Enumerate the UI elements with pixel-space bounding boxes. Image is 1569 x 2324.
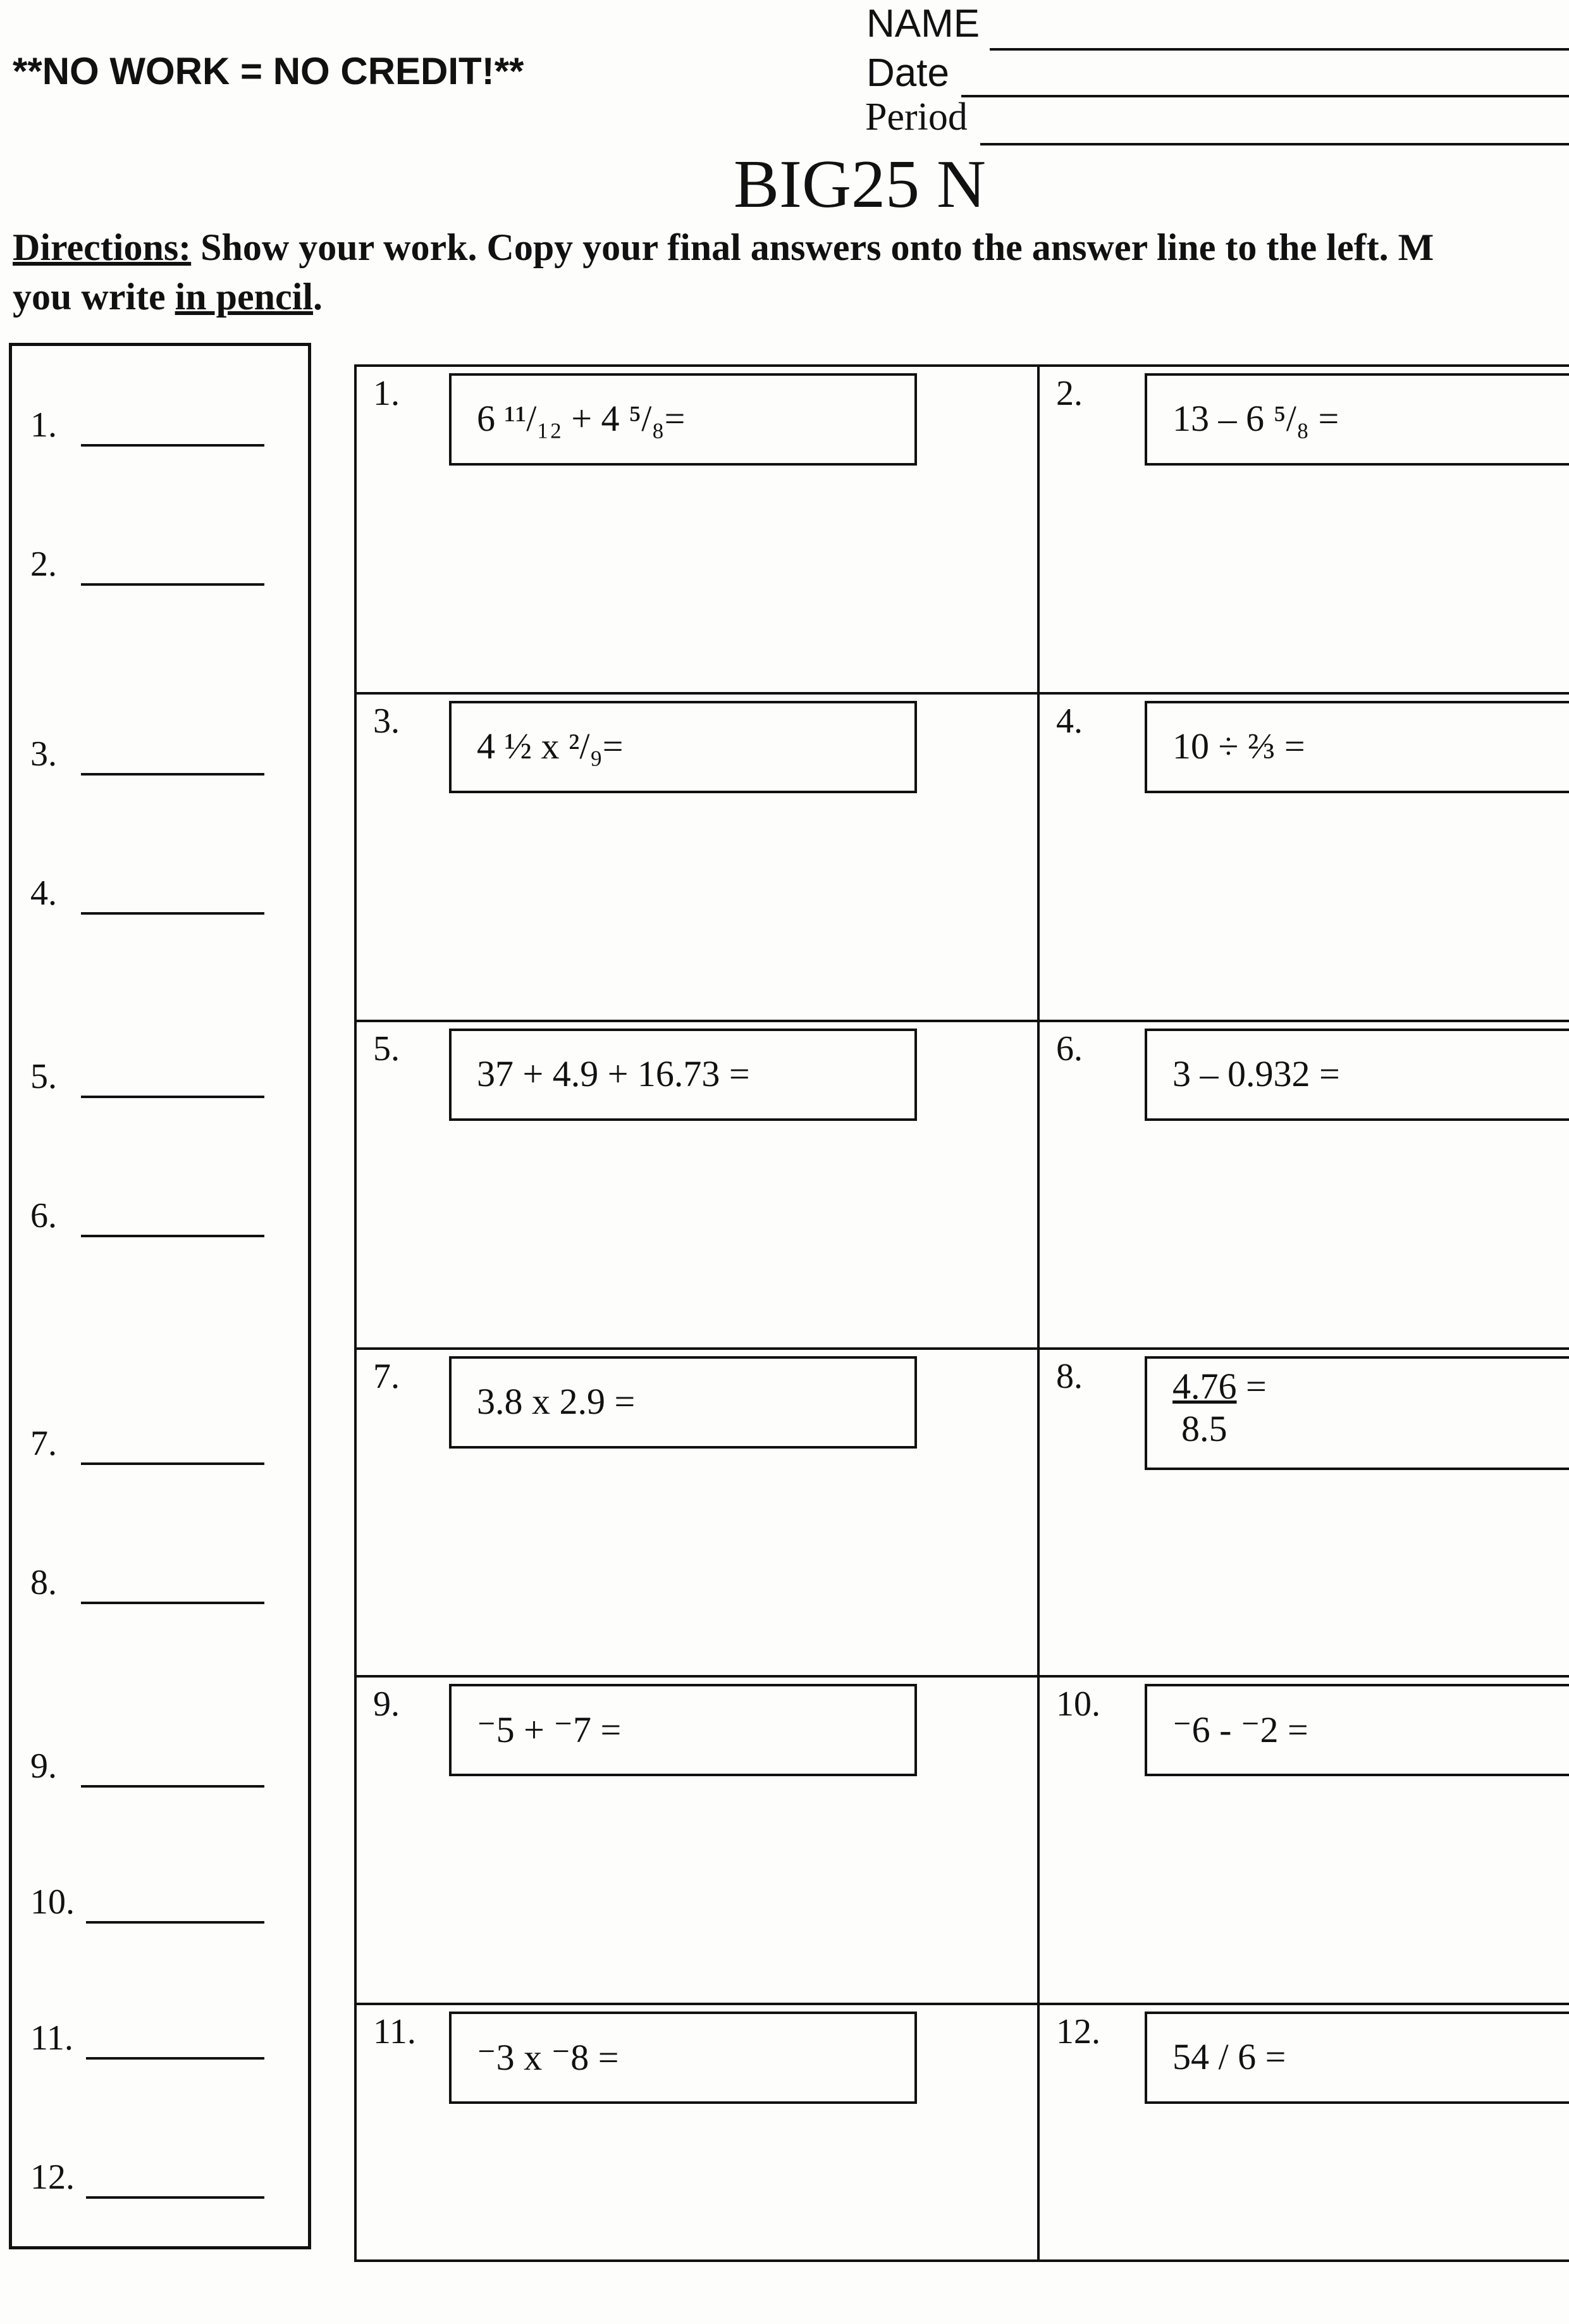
no-work-warning: **NO WORK = NO CREDIT!** [13,50,524,92]
problem-box [449,1029,917,1121]
problem-box [449,701,917,793]
grid-top-border [354,364,1569,367]
grid-row-divider [354,1347,1569,1350]
work-area[interactable] [1043,1146,1569,1341]
answer-label: 3. [30,734,57,774]
problem-expression: 3 – 0.932 = [1172,1053,1340,1094]
problem-number: 6. [1056,1029,1083,1068]
grid-left-border [354,364,357,2262]
problem-grid [354,364,1569,2262]
problem-number: 1. [373,374,400,413]
worksheet-title: BIG25 N [734,147,986,222]
problem-box [1145,701,1569,793]
answer-label: 10. [30,1882,75,1922]
answer-label: 4. [30,874,57,913]
answer-line[interactable] [81,444,264,447]
work-area[interactable] [1043,819,1569,1013]
work-area[interactable] [360,2129,1031,2324]
problem-number: 5. [373,1029,400,1068]
problem-expression: 4 ½ x ²/₉= [477,726,624,767]
answer-label: 8. [30,1563,57,1602]
fraction-expression [1172,1365,1267,1450]
answer-label: 5. [30,1057,57,1096]
problem-expression: 54 / 6 = [1172,2036,1286,2077]
work-area[interactable] [1043,1802,1569,1996]
problem-expression: ⁻6 - ⁻2 = [1172,1709,1308,1750]
problem-number: 11. [373,2012,416,2051]
problem-number: 2. [1056,374,1083,413]
work-area[interactable] [360,1474,1031,1669]
work-area[interactable] [1043,491,1569,686]
grid-middle-divider [1037,364,1040,2262]
problem-box [449,1356,917,1449]
work-area[interactable] [1043,2129,1569,2324]
answer-line[interactable] [81,583,264,586]
period-label: Period [865,96,968,139]
problem-box [1145,373,1569,466]
problem-box [449,1684,917,1776]
directions-line-1 [13,223,1568,272]
problem-number: 9. [373,1684,400,1724]
problem-expression: 37 + 4.9 + 16.73 = [477,1053,750,1094]
answer-line[interactable] [81,1785,264,1788]
answer-line[interactable] [81,1602,264,1604]
answer-label: 7. [30,1424,57,1463]
directions-pencil: in pencil [175,276,314,318]
problem-box [449,2012,917,2104]
problem-expression: ⁻3 x ⁻8 = [477,2037,619,2078]
answer-label: 6. [30,1196,57,1235]
directions-period: . [313,276,323,318]
work-area[interactable] [360,1146,1031,1341]
problem-number: 3. [373,702,400,741]
directions-line-2 [13,272,1568,321]
answer-line[interactable] [81,912,264,915]
name-field[interactable] [990,48,1569,51]
work-area[interactable] [360,1802,1031,1996]
answer-sheet-box [9,343,311,2249]
directions-label: Directions: [13,226,192,268]
grid-row-divider [354,1675,1569,1678]
numerator: 4.76 [1172,1366,1237,1407]
answer-line[interactable] [81,1462,264,1465]
grid-row-divider [354,692,1569,695]
problem-number: 7. [373,1357,400,1396]
directions-text: Show your work. Copy your final answers onto the answer line to the left. M [191,226,1434,268]
date-field[interactable] [961,95,1569,97]
problem-number: 4. [1056,702,1083,741]
grid-row-divider [354,1020,1569,1022]
work-area[interactable] [360,491,1031,686]
problem-number: 8. [1056,1357,1083,1396]
problem-box [1145,1684,1569,1776]
equals-sign: = [1236,1366,1267,1407]
answer-line[interactable] [81,1235,264,1237]
problem-box [1145,1356,1569,1470]
answer-label: 12. [30,2158,75,2197]
directions-text-2: you write [13,276,175,318]
problem-expression: 10 ÷ ⅔ = [1172,726,1305,767]
answer-line[interactable] [81,1096,264,1098]
problem-expression: ⁻5 + ⁻7 = [477,1709,622,1750]
problem-number: 12. [1056,2012,1100,2051]
problem-expression: 13 – 6 ⁵/₈ = [1172,398,1339,439]
answer-line[interactable] [86,2196,264,2199]
denominator: 8.5 [1181,1408,1228,1449]
work-area[interactable] [360,819,1031,1013]
answer-line[interactable] [86,2057,264,2060]
work-area[interactable] [1043,1474,1569,1669]
problem-box [1145,2012,1569,2104]
problem-box [1145,1029,1569,1121]
problem-expression: 3.8 x 2.9 = [477,1381,636,1422]
name-label: NAME [866,2,980,46]
answer-label: 11. [30,2018,73,2058]
problem-expression: 6 ¹¹/₁₂ + 4 ⁵/₈= [477,398,686,439]
problem-box [449,373,917,466]
date-label: Date [866,51,949,95]
directions [13,223,1568,321]
answer-label: 1. [30,405,57,445]
answer-label: 9. [30,1746,57,1786]
period-field[interactable] [980,143,1569,145]
answer-line[interactable] [86,1921,264,1924]
problem-number: 10. [1056,1684,1100,1724]
answer-line[interactable] [81,773,264,776]
grid-row-divider [354,2003,1569,2005]
answer-label: 2. [30,545,57,584]
